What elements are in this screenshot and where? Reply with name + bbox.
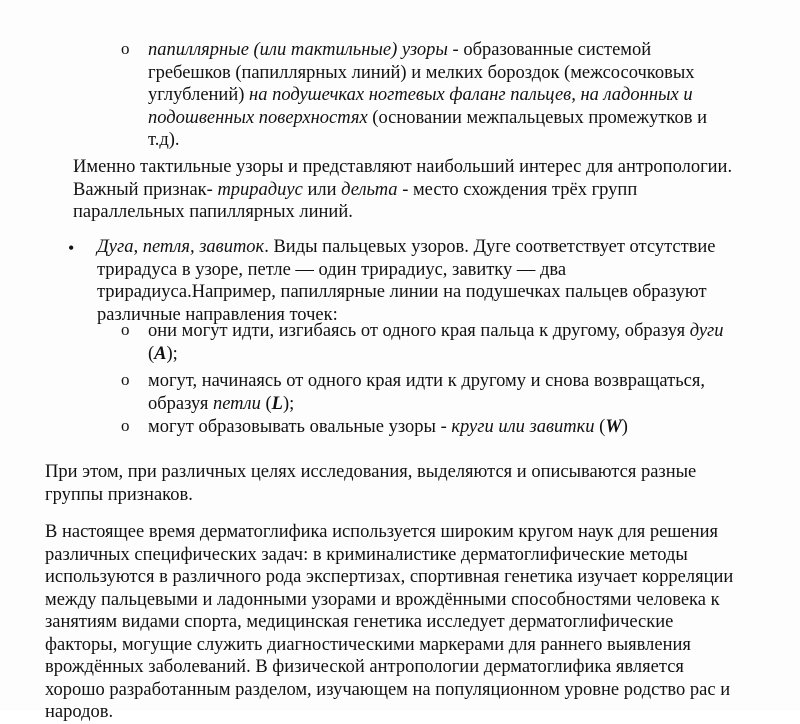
code-letter: L xyxy=(271,393,283,414)
term-papillary-patterns: папиллярные (или тактильные) узоры xyxy=(148,40,448,60)
list-item-pattern-types: Дуга, петля, завиток. Виды пальцевых узоров. Дуге соответствует отсутствие трирадуса в узоре, петле — один трирадиус, завитку — два трирадиуса.Например, папиллярные линии на подушечках пальцев образуют различные направления точек: xyxy=(97,237,716,325)
term-triradius: трирадиус xyxy=(217,179,303,200)
paragraph-feature-groups: При этом, при различных целях исследования, выделяются и описываются разные группы признаков. xyxy=(45,462,697,505)
code-letter: A xyxy=(154,343,167,364)
location-italic: на подушечках ногтевых фаланг пальцев, на ладонных и подошвенных поверхностях xyxy=(148,85,693,128)
sub-item-loops: могут, начинаясь от одного края идти к другому и снова возвращаться, образуя петли (L); xyxy=(148,371,706,414)
list-marker: o xyxy=(121,370,130,389)
sub-item-whorls: могут образовывать овальные узоры - круги или завитки (W) xyxy=(148,417,628,437)
list-marker: o xyxy=(121,416,130,435)
term-pattern-types: Дуга, петля, завиток xyxy=(97,237,265,257)
list-marker: o xyxy=(121,320,130,339)
paragraph-modern-usage: В настоящее время дерматоглифика используется широким кругом наук для решения различных специфических задач: в криминалистике дерматоглифические методы используются в различного рода экспертизах, спортивная генетика изучает корреляции между пальцевыми и ладонными узорами и врождёнными способностями человека к занятиям видами спорта, медицинская генетика исследует дерматоглифические факторы, могущие служить диагностическими маркерами для раннего выявления врождённых заболеваний. В физической антропологии дерматоглифика является хорошо разработанным разделом, изучающем на популяционном уровне родство рас и народов. xyxy=(45,522,734,722)
list-item-papillary-patterns: папиллярные (или тактильные) узоры - образованные системой гребешков (папиллярных линий) и мелких бороздок (межсосочковых углублений) на подушечках ногтевых фаланг пальцев, на ладонных и подошвенных поверхностях (основании межпальцевых промежутков и т.д). xyxy=(148,40,707,150)
list-marker: o xyxy=(121,39,130,58)
list-marker: • xyxy=(68,238,75,258)
term-delta: дельта xyxy=(341,179,398,200)
code-letter: W xyxy=(605,417,622,437)
sub-item-arches: они могут идти, изгибаясь от одного края пальца к другому, образуя дуги (A); xyxy=(148,321,724,364)
paragraph-tactile-patterns: Именно тактильные узоры и представляют наибольший интерес для антропологии. Важный признак- трирадиус или дельта - место схождения трёх групп параллельных папиллярных линий. xyxy=(73,157,733,222)
